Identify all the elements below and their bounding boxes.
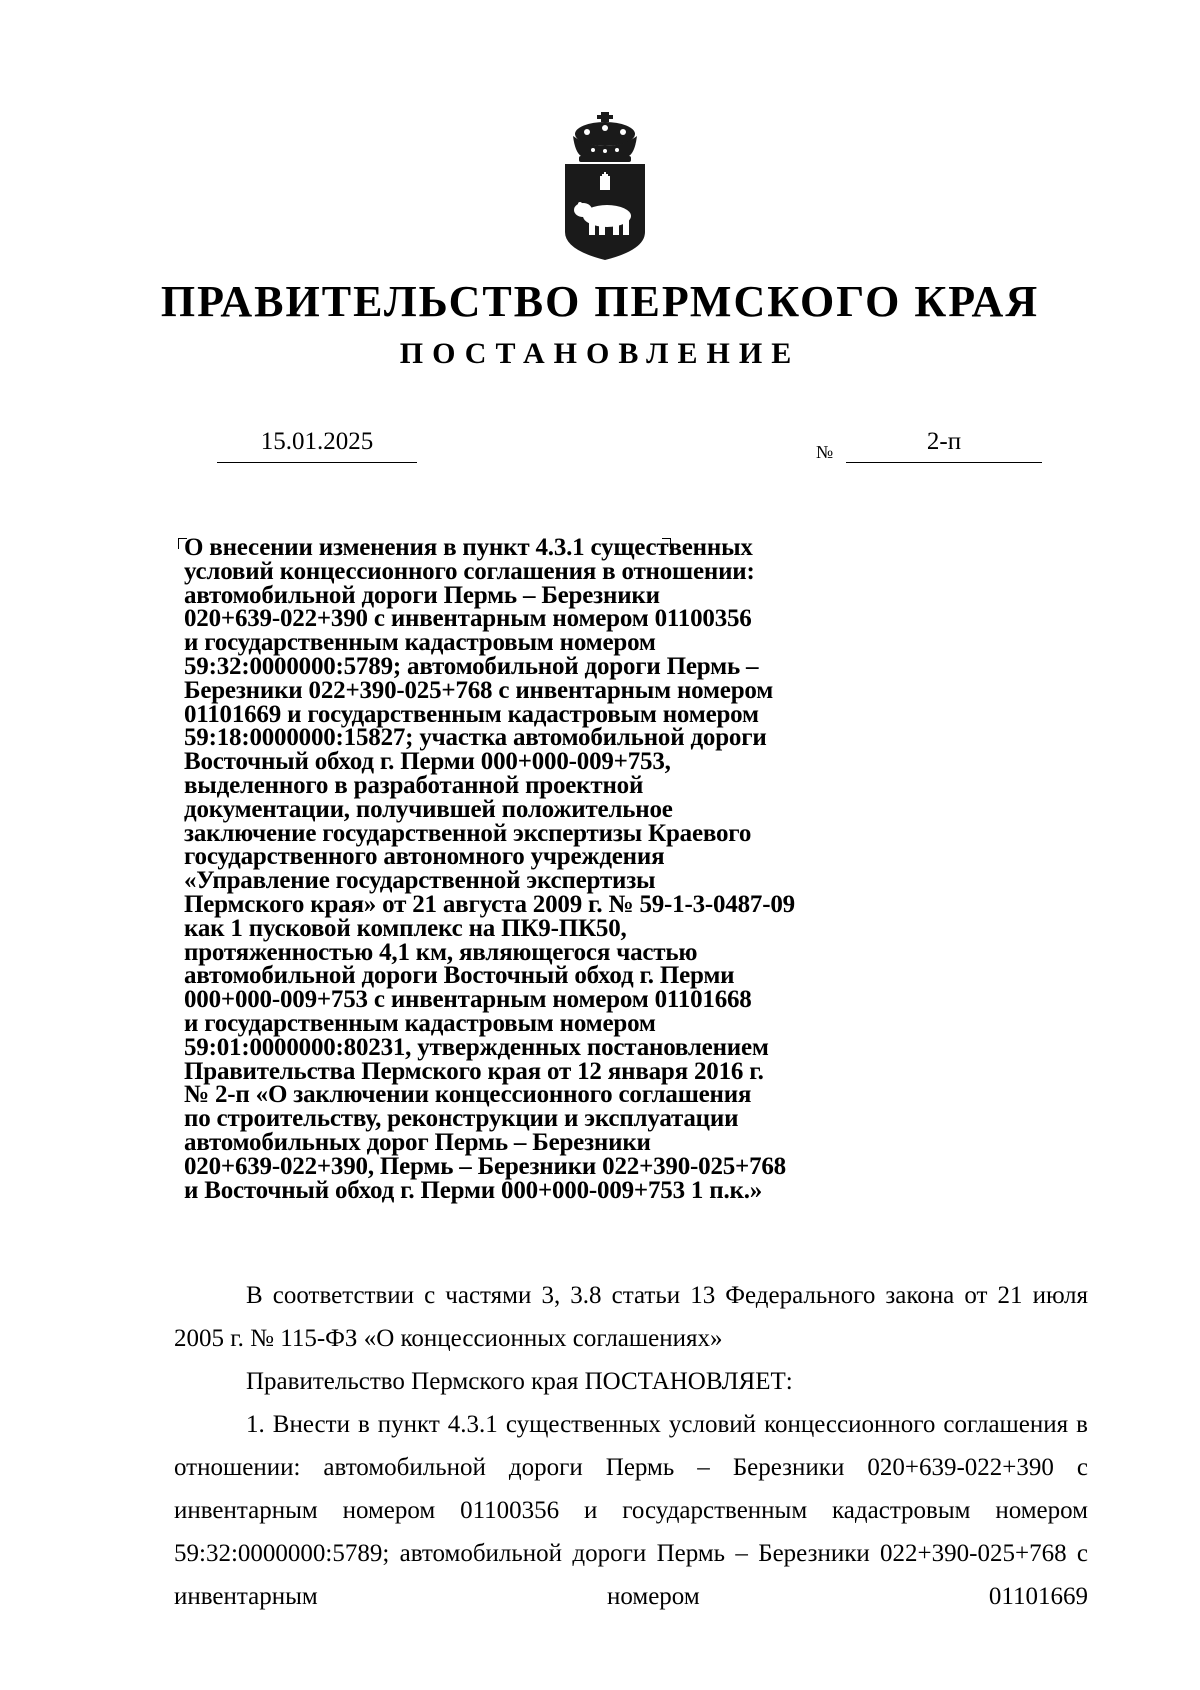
heading-line: и государственным кадастровым номером bbox=[184, 629, 656, 657]
body-paragraph-item-1: 1. Внести в пункт 4.3.1 существенных условий концессионного соглашения в отношении: автомобильной дороги Пермь – Березники 020+639-022+390 с инвентарным номером 01100356 и государственным кадастровым номером 59:32:0000000:5789; автомобильной дороги Пермь – Березники 022+390-025+768 с инвентарным номером 01101669 bbox=[174, 1411, 1088, 1610]
document-date: 15.01.2025 bbox=[217, 424, 417, 463]
heading-line: 59:32:0000000:5789; автомобильной дороги Пермь – bbox=[184, 652, 759, 680]
number-label: № bbox=[816, 442, 834, 462]
heading-line: государственного автономного учреждения bbox=[184, 843, 665, 871]
heading-line: 59:18:0000000:15827; участка автомобильной дороги bbox=[184, 724, 767, 752]
heading-line: 59:01:0000000:80231, утвержденных постановлением bbox=[184, 1033, 769, 1061]
heading-line: как 1 пусковой комплекс на ПК9-ПК50, bbox=[184, 914, 627, 942]
heading-line: выделенного в разработанной проектной bbox=[184, 771, 644, 799]
body-paragraph-resolution: Правительство Пермского края ПОСТАНОВЛЯЕТ: bbox=[246, 1368, 793, 1395]
coat-of-arms-icon bbox=[563, 112, 647, 260]
heading-line: протяженностью 4,1 км, являющегося частью bbox=[184, 938, 698, 966]
heading-line: автомобильной дороги Пермь – Березники bbox=[184, 581, 660, 609]
heading-line: и государственным кадастровым номером bbox=[184, 1009, 656, 1037]
heading-line: 01101669 и государственным кадастровым номером bbox=[184, 700, 759, 728]
heading-line: по строительству, реконструкции и эксплуатации bbox=[184, 1105, 739, 1133]
document-body bbox=[174, 1274, 1088, 1618]
heading-line: О внесении изменения в пункт 4.3.1 существенных bbox=[184, 534, 753, 561]
heading-line: Правительства Пермского края от 12 января 2016 г. bbox=[184, 1057, 764, 1085]
heading-line: № 2-п «О заключении концессионного соглашения bbox=[184, 1081, 752, 1109]
organization-title: ПРАВИТЕЛЬСТВО ПЕРМСКОГО КРАЯ bbox=[160, 277, 1040, 326]
heading-line: автомобильной дороги Восточный обход г. Перми bbox=[184, 962, 735, 990]
heading-line: документации, получившей положительное bbox=[184, 795, 673, 823]
heading-line: и Восточный обход г. Перми 000+000-009+753 1 п.к.» bbox=[184, 1176, 763, 1204]
crown-icon bbox=[573, 112, 637, 162]
document-number: 2-п bbox=[846, 424, 1042, 463]
heading-line: 020+639-022+390, Пермь – Березники 022+390-025+768 bbox=[184, 1152, 786, 1180]
heading-line: 000+000-009+753 с инвентарным номером 01101668 bbox=[184, 986, 752, 1014]
body-paragraph-legal-basis: В соответствии с частями 3, 3.8 статьи 13 Федерального закона от 21 июля 2005 г. № 115-ФЗ «О концессионных соглашениях» bbox=[174, 1282, 1088, 1352]
document-type: ПОСТАНОВЛЕНИЕ bbox=[399, 337, 801, 370]
heading-line: 020+639-022+390 с инвентарным номером 01100356 bbox=[184, 605, 752, 633]
heading-line: заключение государственной экспертизы Краевого bbox=[184, 819, 752, 847]
heading-line: условий концессионного соглашения в отношении: bbox=[184, 557, 755, 585]
heading-line: Пермского края» от 21 августа 2009 г. № 59-1-3-0487-09 bbox=[184, 890, 795, 918]
heading-line: Березники 022+390-025+768 с инвентарным номером bbox=[184, 676, 774, 704]
document-heading bbox=[184, 536, 904, 1202]
heading-line: Восточный обход г. Перми 000+000-009+753, bbox=[184, 748, 671, 776]
heading-line: автомобильных дорог Пермь – Березники bbox=[184, 1128, 651, 1156]
heading-line: «Управление государственной экспертизы bbox=[184, 867, 656, 895]
